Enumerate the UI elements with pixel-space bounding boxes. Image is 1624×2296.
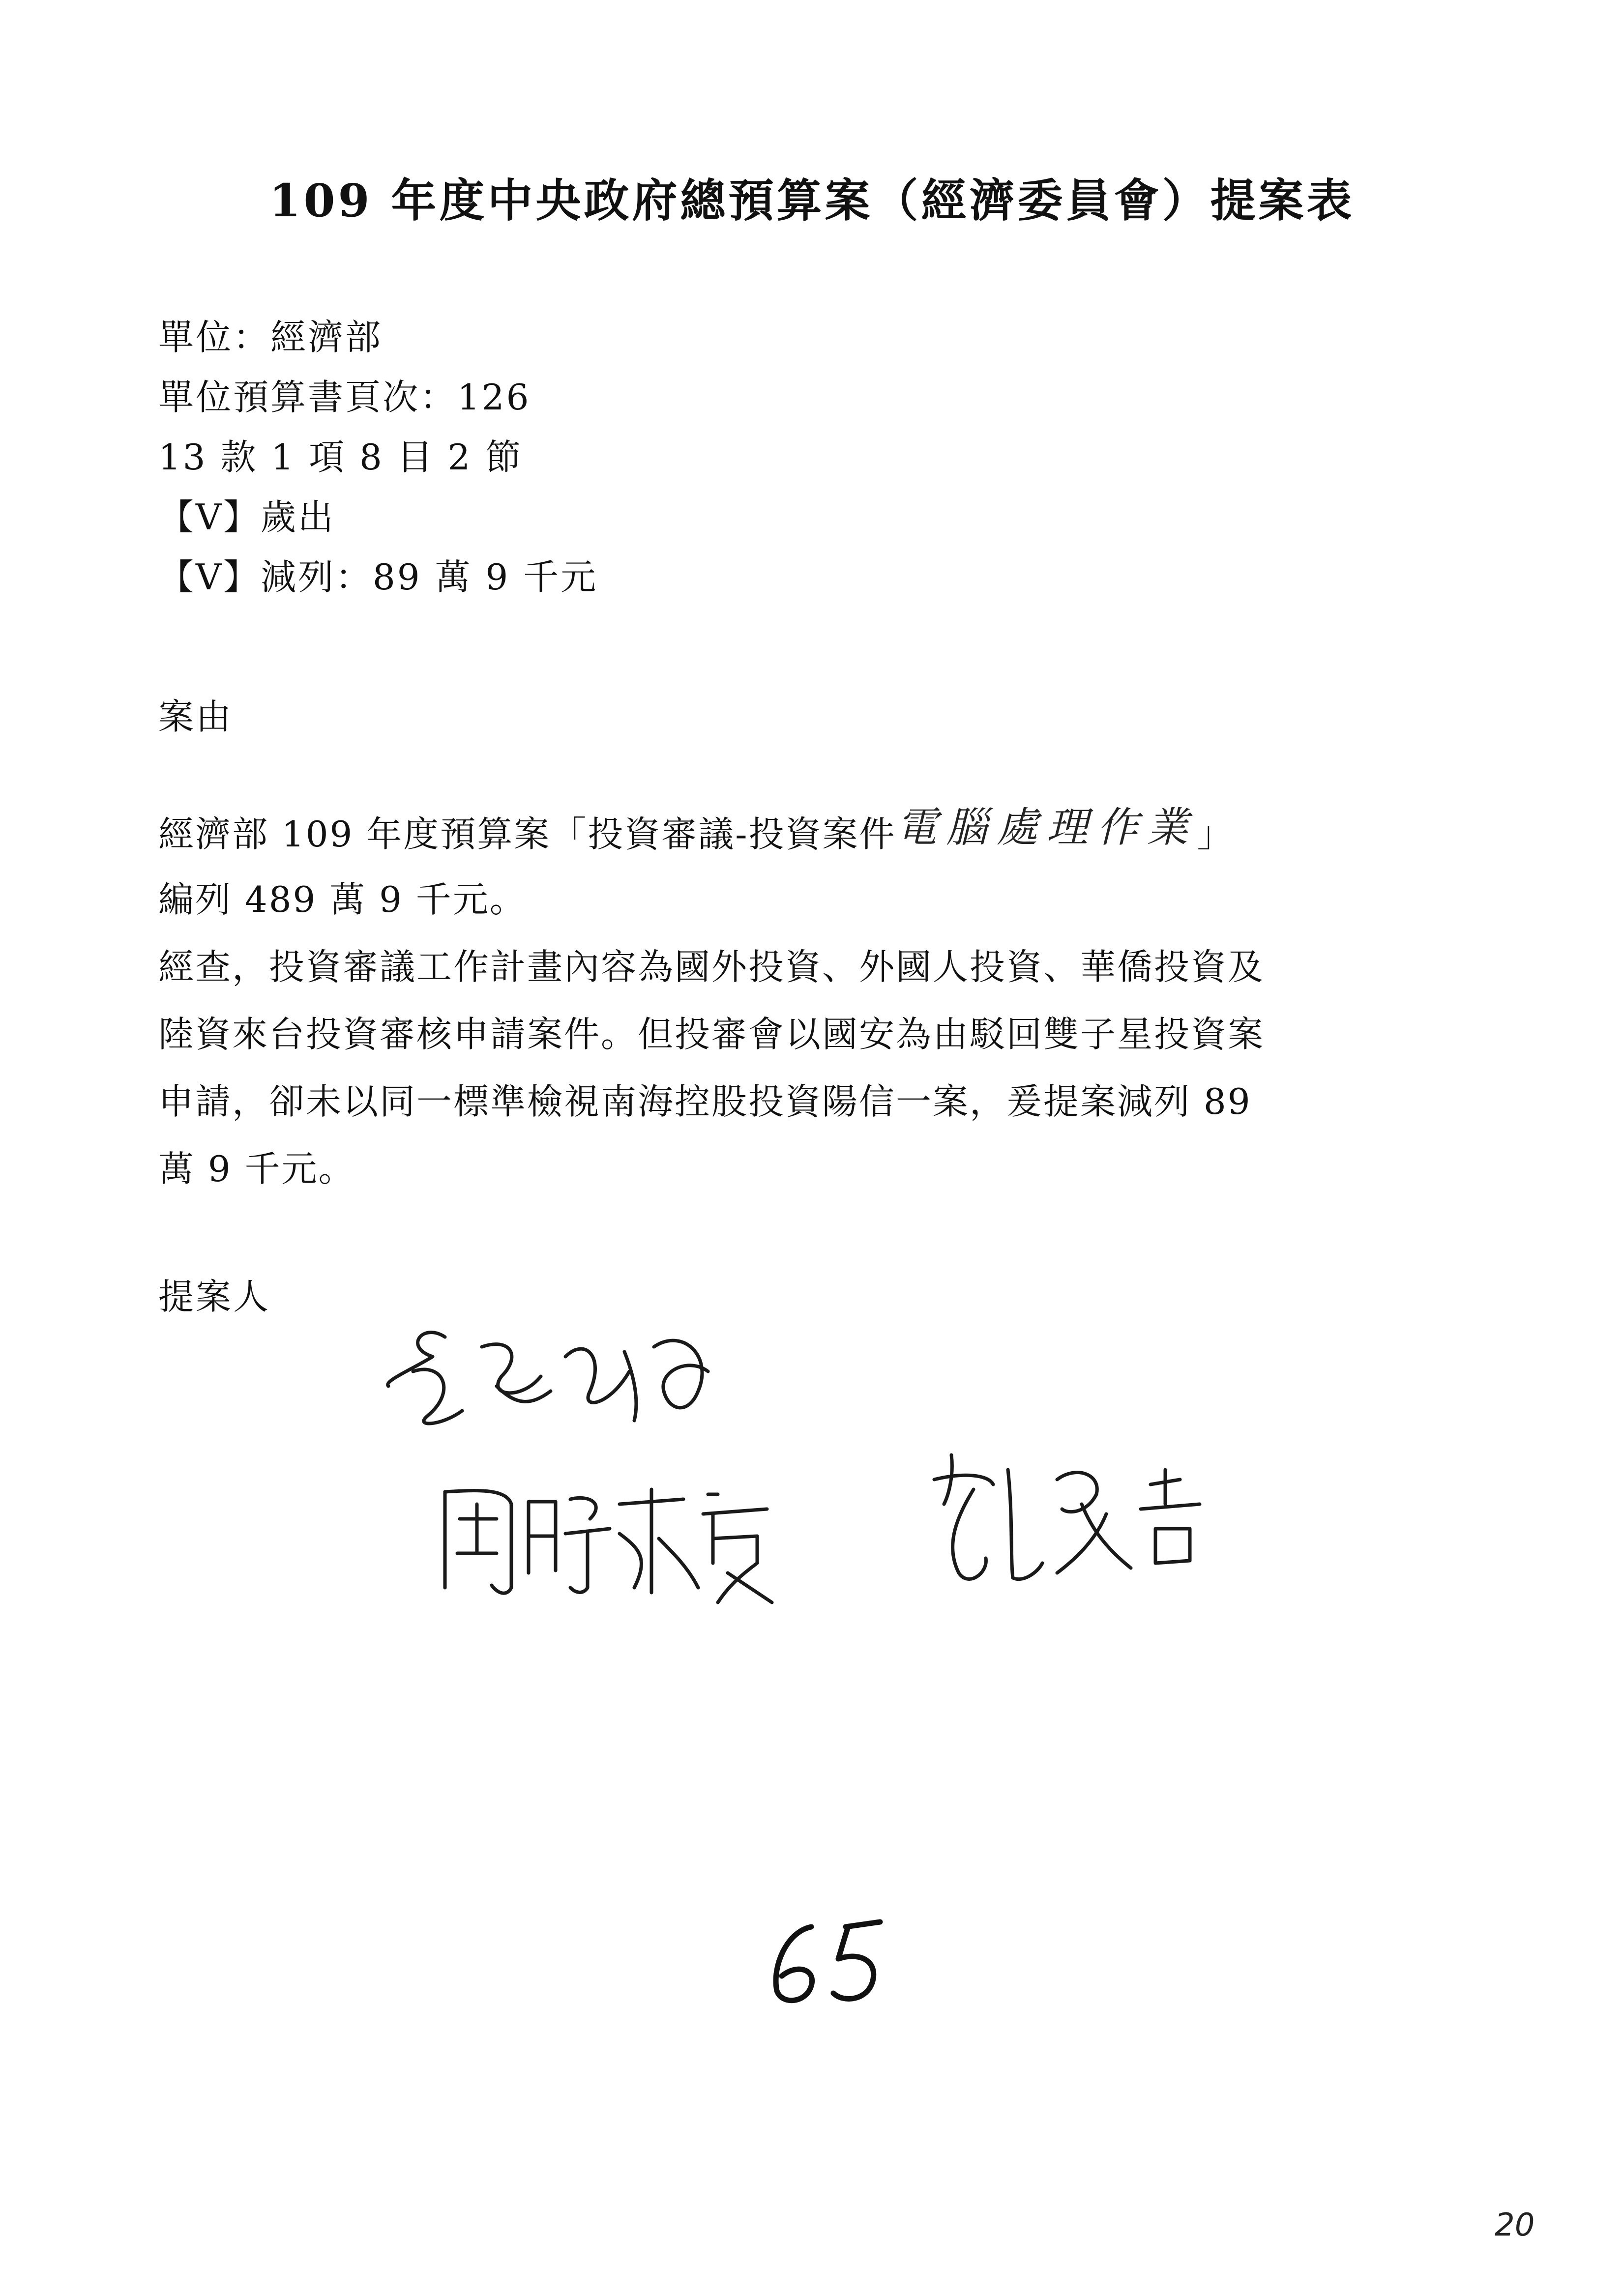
handwritten-signature-2	[445, 1489, 772, 1602]
reason-body	[158, 799, 1486, 1203]
handwritten-signature-3	[934, 1455, 1200, 1579]
item-code-line: 13 款 1 項 8 目 2 節	[158, 436, 523, 478]
unit-line: 單位：經濟部	[158, 317, 383, 358]
expenditure-line: 【V】歲出	[158, 496, 335, 538]
body-line-2: 編列 489 萬 9 千元。	[158, 879, 527, 920]
body-line-5: 申請，卻未以同一標準檢視南海控股投資陽信一案，爰提案減列 89	[158, 1081, 1252, 1122]
document-title: 109 年度中央政府總預算案（經濟委員會）提案表	[269, 174, 1355, 227]
body-line-1-suffix: 」	[1197, 814, 1234, 855]
handwritten-signature-1	[388, 1333, 708, 1424]
reason-heading: 案由	[158, 696, 234, 737]
body-line-3: 經查，投資審議工作計畫內容為國外投資、外國人投資、華僑投資及	[158, 946, 1265, 988]
handwritten-insert: 電腦處理作業	[896, 803, 1197, 851]
body-line-1-prefix: 經濟部 109 年度預算案「投資審議-投資案件	[158, 814, 896, 855]
proposer-label: 提案人	[158, 1276, 271, 1317]
page-number: 20	[1495, 2207, 1535, 2243]
reduction-line: 【V】減列：89 萬 9 千元	[158, 556, 598, 598]
body-line-1	[158, 799, 1486, 866]
proposal-meta	[158, 307, 1486, 607]
handwritten-page-mark	[752, 1907, 900, 2015]
budget-page-line: 單位預算書頁次：126	[158, 377, 531, 418]
body-line-6: 萬 9 千元。	[158, 1148, 355, 1190]
body-line-4: 陸資來台投資審核申請案件。但投審會以國安為由駁回雙子星投資案	[158, 1014, 1265, 1055]
